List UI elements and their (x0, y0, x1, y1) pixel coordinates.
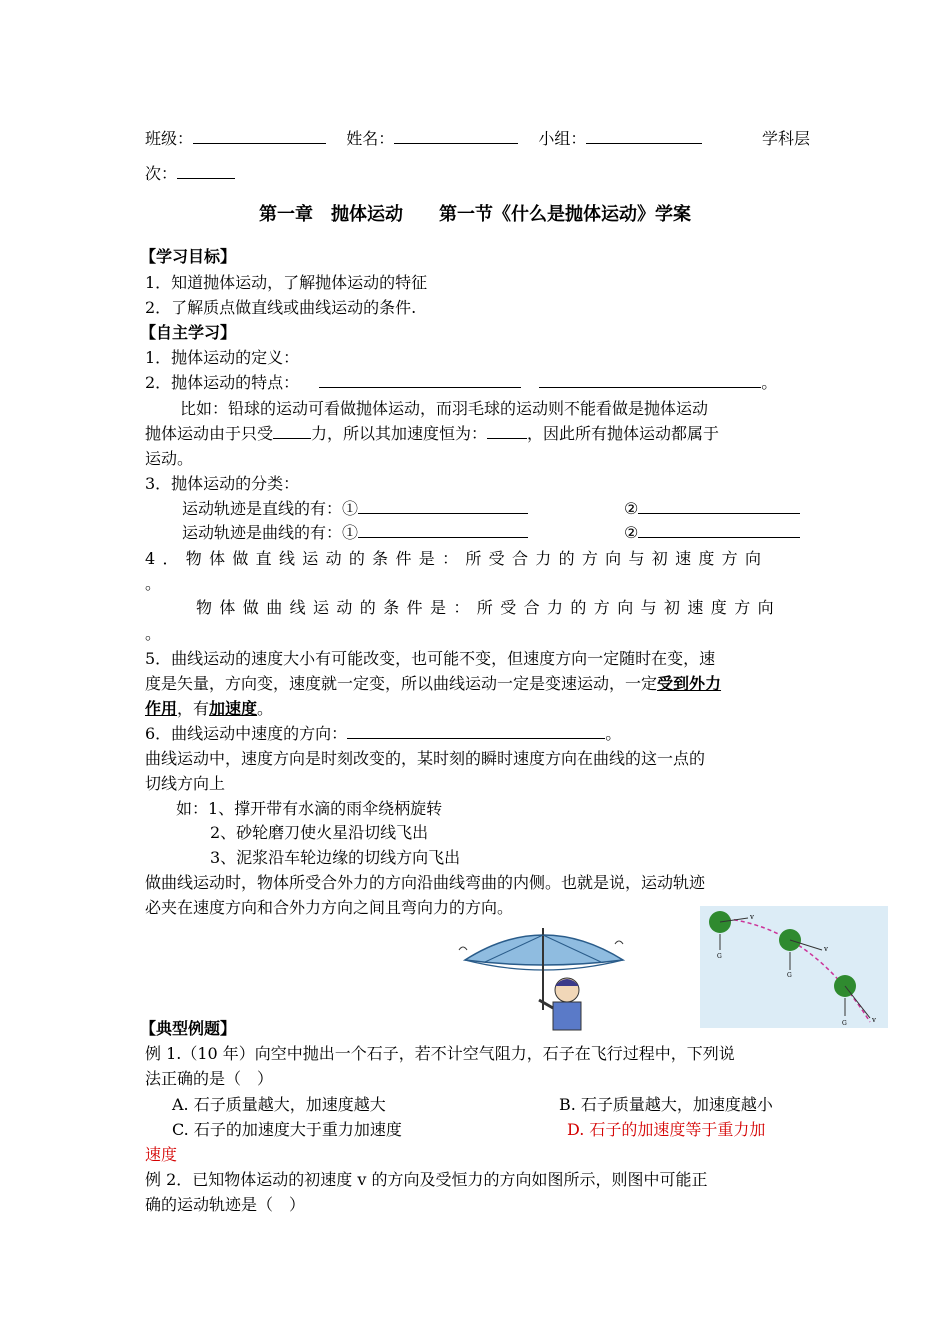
class-field[interactable] (193, 128, 326, 144)
s1: 1．抛体运动的定义： (145, 348, 300, 367)
s4-dot-2: 。 (145, 624, 162, 643)
s5c-underlined-2: 加速度 (209, 699, 258, 718)
p1: 曲线运动中，速度方向是时刻改变的，某时刻的瞬时速度方向在曲线的这一点的 (145, 749, 706, 768)
curve-blank-1[interactable] (358, 522, 528, 538)
s4-line-1: 4．物体做直线运动的条件是：所受合力的方向与初速度方向 (145, 549, 769, 568)
option-d-cont: 速度 (145, 1145, 178, 1164)
s3-line-1 (182, 498, 528, 520)
s3-circ-1 (624, 498, 800, 520)
s6-end: 。 (605, 724, 622, 743)
s2-end: 。 (761, 373, 778, 392)
level-label-a: 学科层 (761, 129, 810, 148)
s6-blank[interactable] (347, 723, 605, 739)
ex3: 3、泥浆沿车轮边缘的切线方向飞出 (210, 848, 461, 867)
s6-line (145, 723, 621, 745)
v-label-2: v (824, 945, 828, 953)
q2-line-1: 例 2．已知物体运动的初速度 v 的方向及受恒力的方向如图所示，则图中可能正 (145, 1170, 708, 1189)
s5-line-2 (145, 673, 721, 695)
circ-2a: ② (624, 499, 639, 518)
s2-blank-1[interactable] (319, 372, 521, 388)
page-title: 第一章 抛体运动 第一节《什么是抛体运动》学案 (259, 204, 691, 225)
q1-line-2: 法正确的是（ ） (145, 1069, 274, 1088)
option-c: C. 石子的加速度大于重力加速度 (172, 1120, 402, 1139)
header-line (145, 128, 810, 150)
goal-item-1: 1．知道抛体运动，了解抛体运动的特征 (145, 273, 428, 292)
g-label-2: G (787, 972, 792, 979)
s5b-text: 度是矢量，方向变，速度就一定变，所以曲线运动一定是变速运动，一定 (145, 674, 658, 693)
name-field[interactable] (394, 128, 518, 144)
s3-line-2 (182, 522, 528, 544)
option-a: A. 石子质量越大，加速度越大 (172, 1095, 386, 1114)
v-label-1: v (750, 913, 754, 921)
p3: 做曲线运动时，物体所受合外力的方向沿曲线弯曲的内侧。也就是说，运动轨迹 (145, 873, 706, 892)
level-field[interactable] (177, 163, 235, 179)
ex2: 2、砂轮磨刀使火星沿切线飞出 (210, 823, 429, 842)
s3-line1-text: 运动轨迹是直线的有：① (182, 499, 359, 518)
s2-line (145, 372, 777, 394)
group-label: 小组： (538, 129, 587, 148)
s4-dot-1: 。 (145, 574, 162, 593)
s2-ex2b: 力，所以其加速度恒为： (311, 424, 488, 443)
g-label-1: G (717, 953, 722, 960)
umbrella-figure (455, 920, 630, 1032)
s5b-underlined: 受到外力 (657, 674, 722, 693)
s5-line-3 (145, 698, 273, 720)
s2-text: 2．抛体运动的特点： (145, 373, 300, 392)
level-label-b: 次： (145, 164, 178, 183)
ex1: 如：1、撑开带有水滴的雨伞绕柄旋转 (176, 799, 443, 818)
goal-item-2: 2．了解质点做直线或曲线运动的条件. (145, 298, 417, 317)
curve-blank-2[interactable] (638, 522, 800, 538)
s5c-end: 。 (257, 699, 274, 718)
s3-circ-2 (624, 522, 800, 544)
s4-line-2: 物体做曲线运动的条件是：所受合力的方向与初速度方向 (196, 598, 782, 617)
option-d: D. 石子的加速度等于重力加 (567, 1120, 766, 1139)
goals-heading: 【学习目标】 (140, 247, 237, 266)
s2-example-1: 比如：铅球的运动可看做抛体运动，而羽毛球的运动则不能看做是抛体运动 (180, 399, 709, 418)
s5c-underlined-1: 作用 (145, 699, 178, 718)
s5c-mid: ，有 (177, 699, 210, 718)
v-label-3: v (872, 1016, 876, 1024)
examples-heading: 【典型例题】 (140, 1019, 237, 1038)
g-label-3: G (842, 1020, 847, 1027)
p4: 必夹在速度方向和合外力方向之间且弯向力的方向。 (145, 898, 514, 917)
p2: 切线方向上 (145, 774, 226, 793)
class-label: 班级： (145, 129, 194, 148)
s2-example-3: 运动。 (145, 449, 194, 468)
name-label: 姓名： (346, 129, 395, 148)
s2-blank-2[interactable] (539, 372, 761, 388)
self-study-heading: 【自主学习】 (140, 323, 237, 342)
q2-line-2: 确的运动轨迹是（ ） (145, 1195, 306, 1214)
straight-blank-1[interactable] (358, 498, 528, 514)
s2-example-2 (145, 423, 719, 445)
straight-blank-2[interactable] (638, 498, 800, 514)
circ-2b: ② (624, 523, 639, 542)
accel-blank[interactable] (487, 423, 527, 439)
header-line-2 (145, 163, 235, 185)
q1-line-1: 例 1.（10 年）向空中抛出一个石子，若不计空气阻力，石子在飞行过程中，下列说 (145, 1044, 735, 1063)
s2-ex2c: ，因此所有抛体运动都属于 (527, 424, 720, 443)
group-field[interactable] (586, 128, 702, 144)
s6-text: 6．曲线运动中速度的方向： (145, 724, 348, 743)
s3-line2-text: 运动轨迹是曲线的有：① (182, 523, 359, 542)
s2-ex2a: 抛体运动由于只受 (145, 424, 274, 443)
force-blank[interactable] (273, 423, 311, 439)
projectile-figure (700, 906, 888, 1028)
option-b: B. 石子质量越大，加速度越小 (559, 1095, 773, 1114)
s3: 3．抛体运动的分类： (145, 474, 300, 493)
s5-line-1: 5．曲线运动的速度大小有可能改变，也可能不变，但速度方向一定随时在变，速 (145, 649, 716, 668)
